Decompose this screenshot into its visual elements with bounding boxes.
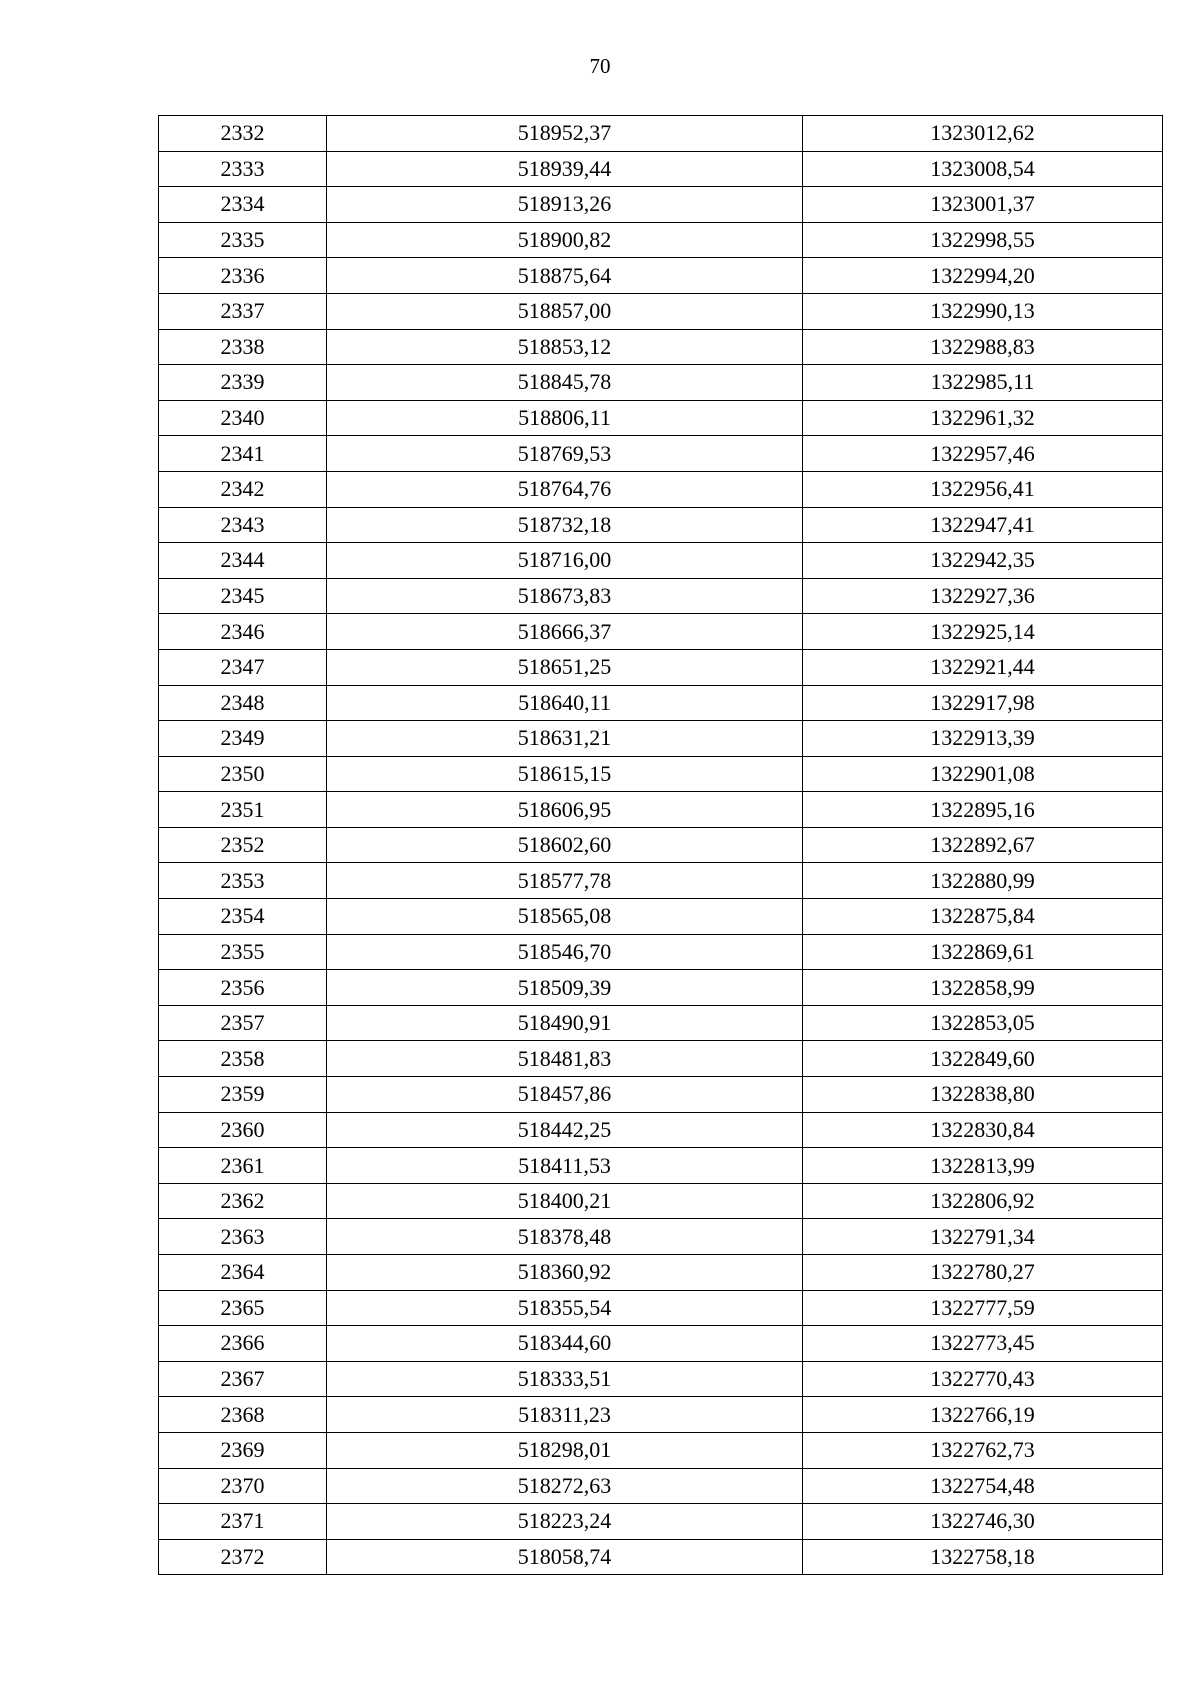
x-coordinate-cell: 518845,78	[327, 365, 803, 401]
point-number-cell: 2358	[159, 1041, 327, 1077]
table-row	[159, 436, 1163, 472]
table-row	[159, 1148, 1163, 1184]
x-coordinate-cell: 518546,70	[327, 934, 803, 970]
y-coordinate-cell: 1322777,59	[803, 1290, 1163, 1326]
y-coordinate-cell: 1322754,48	[803, 1468, 1163, 1504]
point-number-cell: 2359	[159, 1077, 327, 1113]
table-row	[159, 258, 1163, 294]
table-row	[159, 151, 1163, 187]
y-coordinate-cell: 1322858,99	[803, 970, 1163, 1006]
point-number-cell: 2332	[159, 116, 327, 152]
y-coordinate-cell: 1322892,67	[803, 827, 1163, 863]
y-coordinate-cell: 1323008,54	[803, 151, 1163, 187]
y-coordinate-cell: 1322762,73	[803, 1432, 1163, 1468]
x-coordinate-cell: 518900,82	[327, 222, 803, 258]
table-row	[159, 649, 1163, 685]
x-coordinate-cell: 518939,44	[327, 151, 803, 187]
x-coordinate-cell: 518857,00	[327, 293, 803, 329]
table-row	[159, 1397, 1163, 1433]
x-coordinate-cell: 518400,21	[327, 1183, 803, 1219]
point-number-cell: 2340	[159, 400, 327, 436]
table-row	[159, 471, 1163, 507]
y-coordinate-cell: 1322947,41	[803, 507, 1163, 543]
x-coordinate-cell: 518481,83	[327, 1041, 803, 1077]
x-coordinate-cell: 518952,37	[327, 116, 803, 152]
y-coordinate-cell: 1322901,08	[803, 756, 1163, 792]
table-row	[159, 1504, 1163, 1540]
table-row	[159, 1361, 1163, 1397]
table-row	[159, 756, 1163, 792]
table-row	[159, 1539, 1163, 1575]
y-coordinate-cell: 1322925,14	[803, 614, 1163, 650]
y-coordinate-cell: 1322998,55	[803, 222, 1163, 258]
y-coordinate-cell: 1322773,45	[803, 1326, 1163, 1362]
table-row	[159, 827, 1163, 863]
table-row	[159, 934, 1163, 970]
x-coordinate-cell: 518565,08	[327, 899, 803, 935]
table-row	[159, 578, 1163, 614]
table-row	[159, 899, 1163, 935]
point-number-cell: 2333	[159, 151, 327, 187]
page-number: 70	[589, 54, 611, 78]
point-number-cell: 2364	[159, 1255, 327, 1291]
point-number-cell: 2341	[159, 436, 327, 472]
table-row	[159, 1112, 1163, 1148]
x-coordinate-cell: 518806,11	[327, 400, 803, 436]
y-coordinate-cell: 1322770,43	[803, 1361, 1163, 1397]
table-row	[159, 1326, 1163, 1362]
x-coordinate-cell: 518223,24	[327, 1504, 803, 1540]
point-number-cell: 2361	[159, 1148, 327, 1184]
y-coordinate-cell: 1322838,80	[803, 1077, 1163, 1113]
point-number-cell: 2357	[159, 1005, 327, 1041]
y-coordinate-cell: 1322780,27	[803, 1255, 1163, 1291]
y-coordinate-cell: 1322956,41	[803, 471, 1163, 507]
x-coordinate-cell: 518311,23	[327, 1397, 803, 1433]
y-coordinate-cell: 1322746,30	[803, 1504, 1163, 1540]
point-number-cell: 2349	[159, 721, 327, 757]
table-row	[159, 970, 1163, 1006]
y-coordinate-cell: 1322921,44	[803, 649, 1163, 685]
x-coordinate-cell: 518058,74	[327, 1539, 803, 1575]
y-coordinate-cell: 1322994,20	[803, 258, 1163, 294]
table-row	[159, 1077, 1163, 1113]
y-coordinate-cell: 1322766,19	[803, 1397, 1163, 1433]
x-coordinate-cell: 518378,48	[327, 1219, 803, 1255]
point-number-cell: 2348	[159, 685, 327, 721]
x-coordinate-cell: 518673,83	[327, 578, 803, 614]
point-number-cell: 2334	[159, 187, 327, 223]
x-coordinate-cell: 518631,21	[327, 721, 803, 757]
table-row	[159, 685, 1163, 721]
point-number-cell: 2343	[159, 507, 327, 543]
table-row	[159, 293, 1163, 329]
coordinates-table-body	[159, 116, 1163, 1575]
x-coordinate-cell: 518913,26	[327, 187, 803, 223]
point-number-cell: 2344	[159, 543, 327, 579]
y-coordinate-cell: 1322880,99	[803, 863, 1163, 899]
x-coordinate-cell: 518411,53	[327, 1148, 803, 1184]
y-coordinate-cell: 1322813,99	[803, 1148, 1163, 1184]
x-coordinate-cell: 518360,92	[327, 1255, 803, 1291]
y-coordinate-cell: 1322985,11	[803, 365, 1163, 401]
y-coordinate-cell: 1322927,36	[803, 578, 1163, 614]
table-row	[159, 1290, 1163, 1326]
x-coordinate-cell: 518490,91	[327, 1005, 803, 1041]
table-row	[159, 187, 1163, 223]
x-coordinate-cell: 518615,15	[327, 756, 803, 792]
table-row	[159, 721, 1163, 757]
point-number-cell: 2371	[159, 1504, 327, 1540]
point-number-cell: 2353	[159, 863, 327, 899]
table-row	[159, 1219, 1163, 1255]
point-number-cell: 2345	[159, 578, 327, 614]
y-coordinate-cell: 1322917,98	[803, 685, 1163, 721]
point-number-cell: 2338	[159, 329, 327, 365]
y-coordinate-cell: 1322961,32	[803, 400, 1163, 436]
y-coordinate-cell: 1322853,05	[803, 1005, 1163, 1041]
point-number-cell: 2339	[159, 365, 327, 401]
x-coordinate-cell: 518764,76	[327, 471, 803, 507]
x-coordinate-cell: 518853,12	[327, 329, 803, 365]
table-row	[159, 116, 1163, 152]
point-number-cell: 2367	[159, 1361, 327, 1397]
point-number-cell: 2354	[159, 899, 327, 935]
point-number-cell: 2335	[159, 222, 327, 258]
x-coordinate-cell: 518875,64	[327, 258, 803, 294]
y-coordinate-cell: 1322758,18	[803, 1539, 1163, 1575]
x-coordinate-cell: 518298,01	[327, 1432, 803, 1468]
point-number-cell: 2355	[159, 934, 327, 970]
y-coordinate-cell: 1323012,62	[803, 116, 1163, 152]
table-row	[159, 400, 1163, 436]
point-number-cell: 2351	[159, 792, 327, 828]
x-coordinate-cell: 518651,25	[327, 649, 803, 685]
point-number-cell: 2337	[159, 293, 327, 329]
point-number-cell: 2352	[159, 827, 327, 863]
point-number-cell: 2347	[159, 649, 327, 685]
y-coordinate-cell: 1323001,37	[803, 187, 1163, 223]
x-coordinate-cell: 518716,00	[327, 543, 803, 579]
y-coordinate-cell: 1322988,83	[803, 329, 1163, 365]
table-row	[159, 614, 1163, 650]
point-number-cell: 2346	[159, 614, 327, 650]
x-coordinate-cell: 518457,86	[327, 1077, 803, 1113]
y-coordinate-cell: 1322990,13	[803, 293, 1163, 329]
table-row	[159, 1041, 1163, 1077]
table-row	[159, 792, 1163, 828]
x-coordinate-cell: 518769,53	[327, 436, 803, 472]
point-number-cell: 2363	[159, 1219, 327, 1255]
table-row	[159, 1183, 1163, 1219]
x-coordinate-cell: 518355,54	[327, 1290, 803, 1326]
table-row	[159, 507, 1163, 543]
y-coordinate-cell: 1322849,60	[803, 1041, 1163, 1077]
y-coordinate-cell: 1322869,61	[803, 934, 1163, 970]
x-coordinate-cell: 518602,60	[327, 827, 803, 863]
x-coordinate-cell: 518606,95	[327, 792, 803, 828]
point-number-cell: 2372	[159, 1539, 327, 1575]
x-coordinate-cell: 518344,60	[327, 1326, 803, 1362]
point-number-cell: 2360	[159, 1112, 327, 1148]
point-number-cell: 2370	[159, 1468, 327, 1504]
point-number-cell: 2368	[159, 1397, 327, 1433]
y-coordinate-cell: 1322806,92	[803, 1183, 1163, 1219]
y-coordinate-cell: 1322957,46	[803, 436, 1163, 472]
table-row	[159, 365, 1163, 401]
y-coordinate-cell: 1322895,16	[803, 792, 1163, 828]
table-row	[159, 1468, 1163, 1504]
point-number-cell: 2366	[159, 1326, 327, 1362]
table-row	[159, 543, 1163, 579]
table-row	[159, 329, 1163, 365]
point-number-cell: 2369	[159, 1432, 327, 1468]
table-row	[159, 222, 1163, 258]
x-coordinate-cell: 518666,37	[327, 614, 803, 650]
table-row	[159, 1432, 1163, 1468]
y-coordinate-cell: 1322791,34	[803, 1219, 1163, 1255]
point-number-cell: 2342	[159, 471, 327, 507]
point-number-cell: 2336	[159, 258, 327, 294]
point-number-cell: 2356	[159, 970, 327, 1006]
x-coordinate-cell: 518333,51	[327, 1361, 803, 1397]
y-coordinate-cell: 1322942,35	[803, 543, 1163, 579]
point-number-cell: 2362	[159, 1183, 327, 1219]
y-coordinate-cell: 1322913,39	[803, 721, 1163, 757]
x-coordinate-cell: 518732,18	[327, 507, 803, 543]
x-coordinate-cell: 518272,63	[327, 1468, 803, 1504]
x-coordinate-cell: 518640,11	[327, 685, 803, 721]
table-row	[159, 863, 1163, 899]
x-coordinate-cell: 518577,78	[327, 863, 803, 899]
point-number-cell: 2350	[159, 756, 327, 792]
table-row	[159, 1255, 1163, 1291]
y-coordinate-cell: 1322830,84	[803, 1112, 1163, 1148]
x-coordinate-cell: 518442,25	[327, 1112, 803, 1148]
coordinates-table	[158, 115, 1163, 1575]
table-row	[159, 1005, 1163, 1041]
y-coordinate-cell: 1322875,84	[803, 899, 1163, 935]
point-number-cell: 2365	[159, 1290, 327, 1326]
x-coordinate-cell: 518509,39	[327, 970, 803, 1006]
